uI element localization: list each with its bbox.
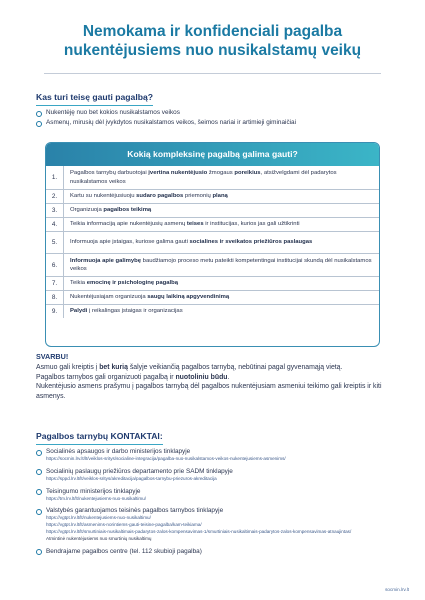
help-kinds-text-part: , atsižvelgdami dėl padarytos nusikalstamos veikos bbox=[70, 170, 337, 185]
contact-link[interactable]: https://vgtpt.lrv.lt/lt/asmenims-norintiems-gauti-teisine-pagalba/kam-teikiama/ bbox=[46, 522, 202, 528]
page-title-line2: nukentėjusiems nuo nusikalstamų veikų bbox=[63, 42, 362, 59]
contact-link[interactable]: https://vgtpt.lrv.lt/lt/nukentejusiems-nuo-nusikaltimu/ bbox=[46, 515, 151, 521]
help-kinds-row-number: 4. bbox=[46, 218, 64, 231]
important-emphasis: bet kurią bbox=[99, 364, 128, 371]
contact-name: Socialinės apsaugos ir darbo ministerijos tinklapyje bbox=[46, 448, 191, 455]
eligibility-list bbox=[36, 108, 396, 128]
contact-link[interactable]: https://socmin.lrv.lt/lt/veiklos-sritys/socialine-integracija/pagalba-nuo-nusikalstamos-veikos-nukentejusiems-asmenims/ bbox=[46, 456, 286, 461]
contact-name: Bendrajame pagalbos centre (tel. 112 skubioji pagalba) bbox=[46, 547, 202, 555]
important-paragraph-2 bbox=[36, 373, 391, 383]
help-kinds-emphasis: poreikius bbox=[234, 170, 261, 177]
help-kinds-text-part: ir institucijas, kurios jas gali užtikrinti bbox=[203, 221, 300, 228]
help-kinds-text-part: priemonių bbox=[183, 193, 213, 200]
help-kinds-emphasis: emocinę ir psichologinę pagalbą bbox=[86, 280, 179, 287]
help-kinds-row bbox=[46, 231, 379, 253]
help-kinds-table bbox=[46, 166, 379, 318]
help-kinds-row-number: 6. bbox=[46, 254, 64, 276]
help-kinds-row-number: 5. bbox=[46, 232, 64, 253]
contact-item bbox=[36, 447, 396, 463]
help-kinds-row-text bbox=[64, 254, 379, 276]
help-kinds-emphasis: Informuoja apie galimybę bbox=[70, 257, 142, 264]
help-kinds-emphasis: Palydi bbox=[70, 308, 88, 315]
footer-url[interactable]: socmin.lrv.lt bbox=[385, 587, 409, 592]
help-kinds-text-part: Pagalbos tarnybų darbuotojai bbox=[70, 170, 149, 177]
contact-link[interactable]: https://sppd.lrv.lt/lt/veiklos-sritys/akreditacija/pagalbos-tarnybu-priezuros-akreditacija bbox=[46, 475, 217, 481]
page-title bbox=[0, 22, 425, 60]
contact-item bbox=[36, 467, 396, 483]
contact-name: Valstybės garantuojamos teisinės pagalbos tarnybos tinklapyje bbox=[46, 507, 224, 515]
title-divider bbox=[44, 73, 381, 74]
help-kinds-text-part: Kartu su nukentėjusiuoju bbox=[70, 193, 137, 200]
help-kinds-row-text bbox=[64, 204, 379, 217]
help-kinds-row bbox=[46, 189, 379, 203]
help-kinds-heading: Kokią kompleksinę pagalbą galima gauti? bbox=[46, 143, 379, 166]
contact-name: Teisingumo ministerijos tinklapyje bbox=[46, 487, 141, 495]
eligibility-item: Asmenų, mirusių dėl įvykdytos nusikalstamos veikos, šeimos nariai ir artimieji giminaičiai bbox=[36, 118, 396, 128]
help-kinds-row-text bbox=[64, 166, 379, 189]
help-kinds-row bbox=[46, 166, 379, 189]
help-kinds-row-number: 9. bbox=[46, 305, 64, 318]
help-kinds-row-text bbox=[64, 218, 379, 231]
eligibility-item: Nukentėję nuo bet kokios nusikalstamos veikos bbox=[36, 108, 396, 118]
contact-item bbox=[36, 506, 396, 542]
contact-item bbox=[36, 487, 396, 503]
help-kinds-row-text bbox=[64, 232, 379, 253]
help-kinds-row bbox=[46, 253, 379, 276]
contact-link[interactable]: https://vgtpt.lrv.lt/lt/smurtiniais-nusikaltimais-padarytos-zalos-kompensavimas-1/smurtiniais-nusikaltimais-padarytos-zalos-kompensavimas-atnaujintas/ bbox=[46, 528, 352, 534]
help-kinds-text-part: Teikia informaciją apie nukentėjusių asmenų bbox=[70, 221, 187, 228]
help-kinds-emphasis: socialines ir sveikatos priežiūros paslaugas bbox=[189, 239, 313, 246]
important-text-part: Asmuo gali kreiptis į bbox=[36, 364, 100, 371]
contact-name: Socialinių paslaugų priežiūros departamento prie SADM tinklapyje bbox=[46, 467, 233, 475]
important-text-part: šalyje veikiančią pagalbos tarnybą, nebūtinai pagal gyvenamąją vietą. bbox=[127, 364, 343, 371]
help-kinds-text-part: Informuoja apie įstaigas, kuriose galima gauti bbox=[70, 239, 190, 246]
help-kinds-row-number: 7. bbox=[46, 277, 64, 290]
help-kinds-emphasis: teises bbox=[186, 221, 204, 228]
help-kinds-row-number: 2. bbox=[46, 190, 64, 203]
help-kinds-emphasis: sudaro pagalbos bbox=[136, 193, 184, 200]
help-kinds-text-part: Organizuoja bbox=[70, 207, 104, 214]
help-kinds-text-part: baudžiamojo proceso metu pateikti kompetentingai institucijai skundą dėl nusikalstamos veikos bbox=[70, 257, 372, 272]
important-paragraph-1 bbox=[36, 363, 391, 373]
help-kinds-emphasis: planą bbox=[212, 193, 228, 200]
help-kinds-emphasis: saugų laikiną apgyvendinimą bbox=[147, 294, 230, 301]
help-kinds-row-text bbox=[64, 190, 379, 203]
important-emphasis: nuotoliniu būdu bbox=[175, 373, 228, 381]
contact-link[interactable]: https://tm.lrv.lt/lt/nukentejusiems-nuo-nusikaltimu/ bbox=[46, 495, 146, 501]
help-kinds-row bbox=[46, 276, 379, 290]
help-kinds-emphasis: pagalbos teikimą bbox=[103, 207, 152, 214]
important-paragraph-3: Nukentėjusio asmens prašymu į pagalbos tarnybą dėl pagalbos nukentėjusiam asmeniui teikimo gali kreiptis ir kiti asmenys. bbox=[36, 383, 382, 400]
important-text-part: . bbox=[227, 373, 230, 381]
page-title-line1: Nemokama ir konfidenciali pagalba bbox=[82, 23, 343, 40]
eligibility-heading: Kas turi teisę gauti pagalbą? bbox=[36, 92, 153, 106]
help-kinds-row-text bbox=[64, 305, 379, 318]
help-kinds-emphasis: įvertina nukentėjusio bbox=[148, 170, 208, 177]
help-kinds-row-number: 3. bbox=[46, 204, 64, 217]
contacts-heading: Pagalbos tarnybų KONTAKTAI: bbox=[36, 431, 163, 445]
contacts-list bbox=[36, 447, 396, 560]
help-kinds-text-part: Nukentėjusiajam organizuoja bbox=[70, 294, 148, 301]
contact-item bbox=[36, 547, 396, 556]
help-kinds-row-text bbox=[64, 291, 379, 304]
help-kinds-row-text bbox=[64, 277, 379, 290]
help-kinds-row bbox=[46, 203, 379, 217]
important-heading: SVARBU! bbox=[36, 352, 69, 361]
contact-note: Atmintinė nukentėjusiems nuo smurtinių nusikaltimų bbox=[46, 535, 152, 541]
help-kinds-text-part: į reikalingas įstaigas ir organizacijas bbox=[87, 308, 183, 315]
help-kinds-row bbox=[46, 304, 379, 318]
help-kinds-box bbox=[45, 142, 380, 347]
help-kinds-text-part: Teikia bbox=[70, 280, 87, 287]
help-kinds-row-number: 1. bbox=[46, 166, 64, 189]
help-kinds-row bbox=[46, 217, 379, 231]
important-text-part: Pagalbos tarnybos gali organizuoti pagalbą ir bbox=[36, 373, 176, 381]
help-kinds-text-part: žmogaus bbox=[207, 170, 235, 177]
help-kinds-row-number: 8. bbox=[46, 291, 64, 304]
important-text bbox=[36, 363, 391, 401]
help-kinds-row bbox=[46, 290, 379, 304]
